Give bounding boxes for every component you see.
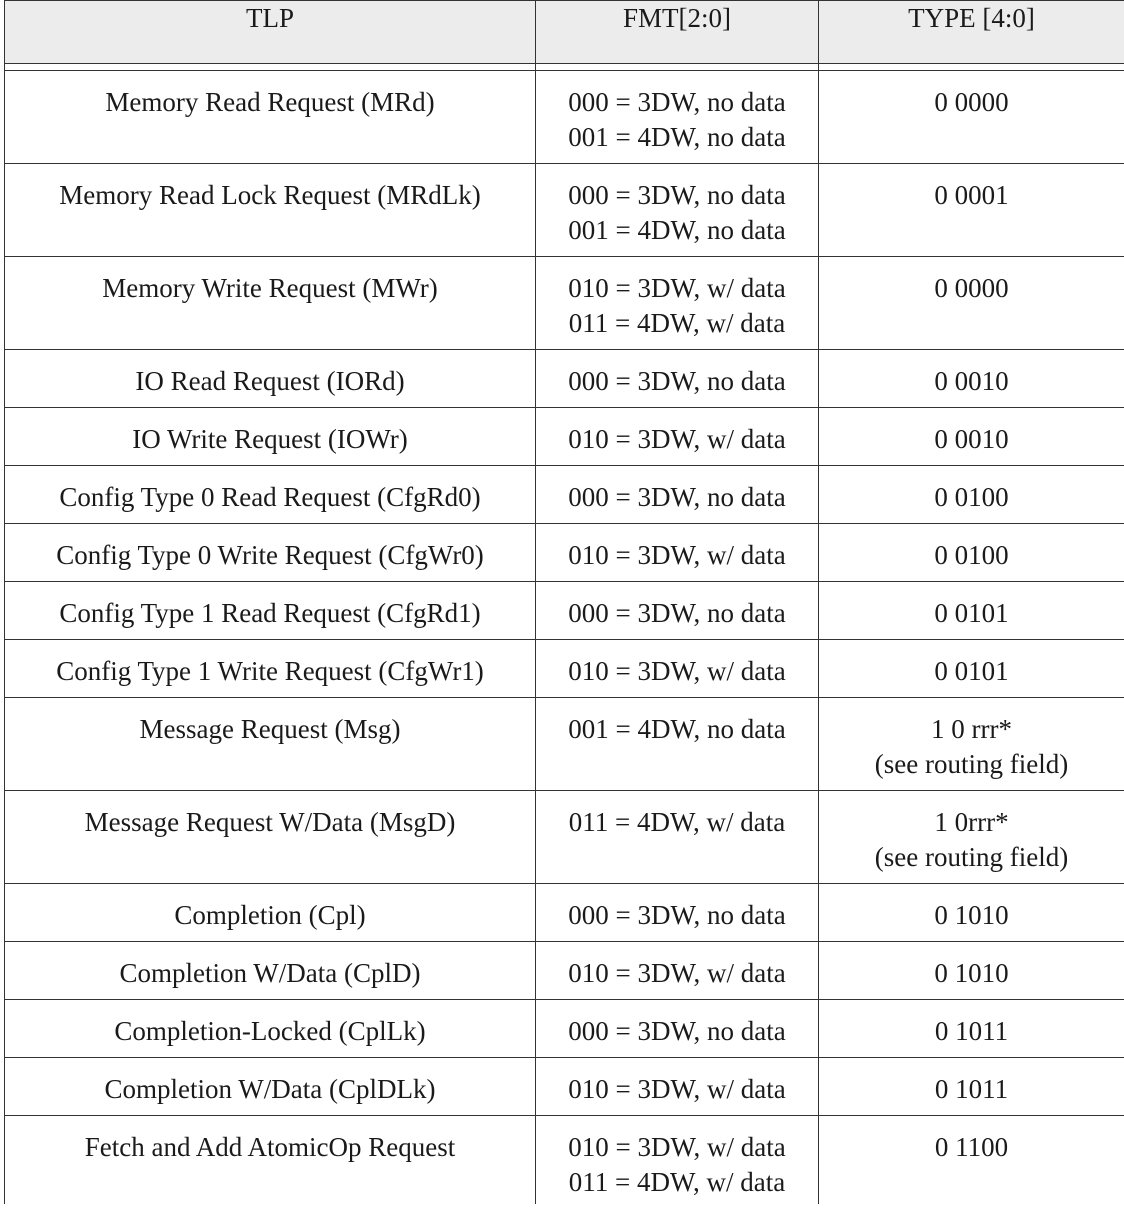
tlp-format-table — [4, 0, 1124, 1204]
tlp-cell — [5, 71, 536, 164]
fmt-value: 001 = 4DW, no data — [568, 215, 786, 245]
fmt-cell — [536, 942, 819, 1000]
type-cell — [819, 71, 1124, 164]
tlp-name: Config Type 1 Read Request (CfgRd1) — [59, 598, 481, 628]
tlp-cell — [5, 884, 536, 942]
tlp-name: Completion W/Data (CplDLk) — [104, 1074, 436, 1104]
tlp-cell — [5, 942, 536, 1000]
tlp-cell — [5, 408, 536, 466]
tlp-cell — [5, 164, 536, 257]
tlp-name: Memory Write Request (MWr) — [102, 273, 438, 303]
tlp-name: Completion W/Data (CplD) — [119, 958, 421, 988]
table-row — [5, 884, 1124, 942]
type-value: 0 0100 — [934, 540, 1009, 570]
type-cell — [819, 466, 1124, 524]
fmt-cell — [536, 582, 819, 640]
type-value: 0 0000 — [934, 273, 1009, 303]
tlp-cell — [5, 640, 536, 698]
fmt-value: 000 = 3DW, no data — [568, 598, 786, 628]
fmt-cell — [536, 640, 819, 698]
type-value: 1 0 rrr* — [931, 714, 1012, 744]
fmt-value: 010 = 3DW, w/ data — [568, 958, 786, 988]
type-value: 0 0101 — [934, 656, 1009, 686]
fmt-cell — [536, 466, 819, 524]
fmt-cell — [536, 164, 819, 257]
tlp-cell — [5, 466, 536, 524]
tlp-name: Config Type 0 Write Request (CfgWr0) — [56, 540, 484, 570]
header-fmt: FMT[2:0] — [536, 1, 819, 64]
type-cell — [819, 1058, 1124, 1116]
table-row — [5, 257, 1124, 350]
type-cell — [819, 164, 1124, 257]
type-value: 0 0001 — [934, 180, 1009, 210]
table-row — [5, 408, 1124, 466]
fmt-cell — [536, 698, 819, 791]
type-cell — [819, 791, 1124, 884]
fmt-value: 011 = 4DW, w/ data — [568, 807, 786, 837]
fmt-cell — [536, 884, 819, 942]
tlp-name: Completion (Cpl) — [174, 900, 366, 930]
fmt-value: 000 = 3DW, no data — [568, 1016, 786, 1046]
table-row — [5, 640, 1124, 698]
type-value: 0 1011 — [934, 1016, 1009, 1046]
type-value: 0 0101 — [934, 598, 1009, 628]
fmt-value: 000 = 3DW, no data — [568, 87, 786, 117]
type-value: 0 0010 — [934, 366, 1009, 396]
fmt-cell — [536, 524, 819, 582]
type-cell — [819, 350, 1124, 408]
tlp-name: Message Request (Msg) — [139, 714, 401, 744]
type-cell — [819, 582, 1124, 640]
fmt-value: 010 = 3DW, w/ data — [568, 1132, 786, 1162]
type-value: 0 0000 — [934, 87, 1009, 117]
table-row — [5, 1116, 1124, 1205]
type-value: 0 0010 — [934, 424, 1009, 454]
table-row — [5, 71, 1124, 164]
table-row — [5, 791, 1124, 884]
tlp-cell — [5, 1058, 536, 1116]
fmt-cell — [536, 350, 819, 408]
table-row — [5, 350, 1124, 408]
fmt-cell — [536, 1000, 819, 1058]
tlp-cell — [5, 524, 536, 582]
type-value: (see routing field) — [874, 842, 1069, 872]
type-value: (see routing field) — [874, 749, 1069, 779]
fmt-cell — [536, 257, 819, 350]
fmt-cell — [536, 1116, 819, 1205]
type-cell — [819, 698, 1124, 791]
tlp-name: Completion-Locked (CplLk) — [114, 1016, 426, 1046]
fmt-value: 010 = 3DW, w/ data — [568, 1074, 786, 1104]
tlp-cell — [5, 582, 536, 640]
table-row — [5, 942, 1124, 1000]
tlp-cell — [5, 1116, 536, 1205]
table-row — [5, 1058, 1124, 1116]
table-row — [5, 164, 1124, 257]
type-cell — [819, 640, 1124, 698]
table-row — [5, 1000, 1124, 1058]
fmt-value: 000 = 3DW, no data — [568, 900, 786, 930]
tlp-name: Message Request W/Data (MsgD) — [84, 807, 456, 837]
header-row — [5, 1, 1124, 64]
header-type: TYPE [4:0] — [819, 1, 1124, 64]
fmt-value: 010 = 3DW, w/ data — [568, 424, 786, 454]
fmt-value: 010 = 3DW, w/ data — [568, 540, 786, 570]
type-cell — [819, 1116, 1124, 1205]
table-row — [5, 582, 1124, 640]
tlp-name: IO Write Request (IOWr) — [132, 424, 408, 454]
type-cell — [819, 1000, 1124, 1058]
tlp-cell — [5, 791, 536, 884]
fmt-value: 000 = 3DW, no data — [568, 180, 786, 210]
tlp-cell — [5, 350, 536, 408]
tlp-name: Config Type 0 Read Request (CfgRd0) — [59, 482, 481, 512]
table-row — [5, 466, 1124, 524]
tlp-name: Fetch and Add AtomicOp Request — [84, 1132, 456, 1162]
tlp-cell — [5, 698, 536, 791]
type-cell — [819, 524, 1124, 582]
type-value: 1 0rrr* — [934, 807, 1009, 837]
fmt-value: 000 = 3DW, no data — [568, 366, 786, 396]
tlp-name: IO Read Request (IORd) — [135, 366, 405, 396]
fmt-value: 011 = 4DW, w/ data — [568, 308, 786, 338]
type-value: 0 1100 — [934, 1132, 1009, 1162]
type-value: 0 1011 — [934, 1074, 1009, 1104]
tlp-name: Memory Read Lock Request (MRdLk) — [59, 180, 481, 210]
tlp-cell — [5, 257, 536, 350]
header-divider — [5, 64, 1124, 71]
fmt-value: 010 = 3DW, w/ data — [568, 656, 786, 686]
type-cell — [819, 257, 1124, 350]
type-value: 0 0100 — [934, 482, 1009, 512]
tlp-name: Memory Read Request (MRd) — [105, 87, 435, 117]
fmt-cell — [536, 1058, 819, 1116]
header-tlp: TLP — [5, 1, 536, 64]
type-cell — [819, 884, 1124, 942]
type-value: 0 1010 — [934, 900, 1009, 930]
fmt-value: 010 = 3DW, w/ data — [568, 273, 786, 303]
fmt-value: 011 = 4DW, w/ data — [568, 1167, 786, 1197]
fmt-cell — [536, 791, 819, 884]
type-value: 0 1010 — [934, 958, 1009, 988]
tlp-name: Config Type 1 Write Request (CfgWr1) — [56, 656, 484, 686]
fmt-value: 001 = 4DW, no data — [568, 714, 786, 744]
fmt-value: 001 = 4DW, no data — [568, 122, 786, 152]
type-cell — [819, 942, 1124, 1000]
tlp-cell — [5, 1000, 536, 1058]
table-row — [5, 524, 1124, 582]
fmt-cell — [536, 71, 819, 164]
fmt-cell — [536, 408, 819, 466]
fmt-value: 000 = 3DW, no data — [568, 482, 786, 512]
table-row — [5, 698, 1124, 791]
type-cell — [819, 408, 1124, 466]
